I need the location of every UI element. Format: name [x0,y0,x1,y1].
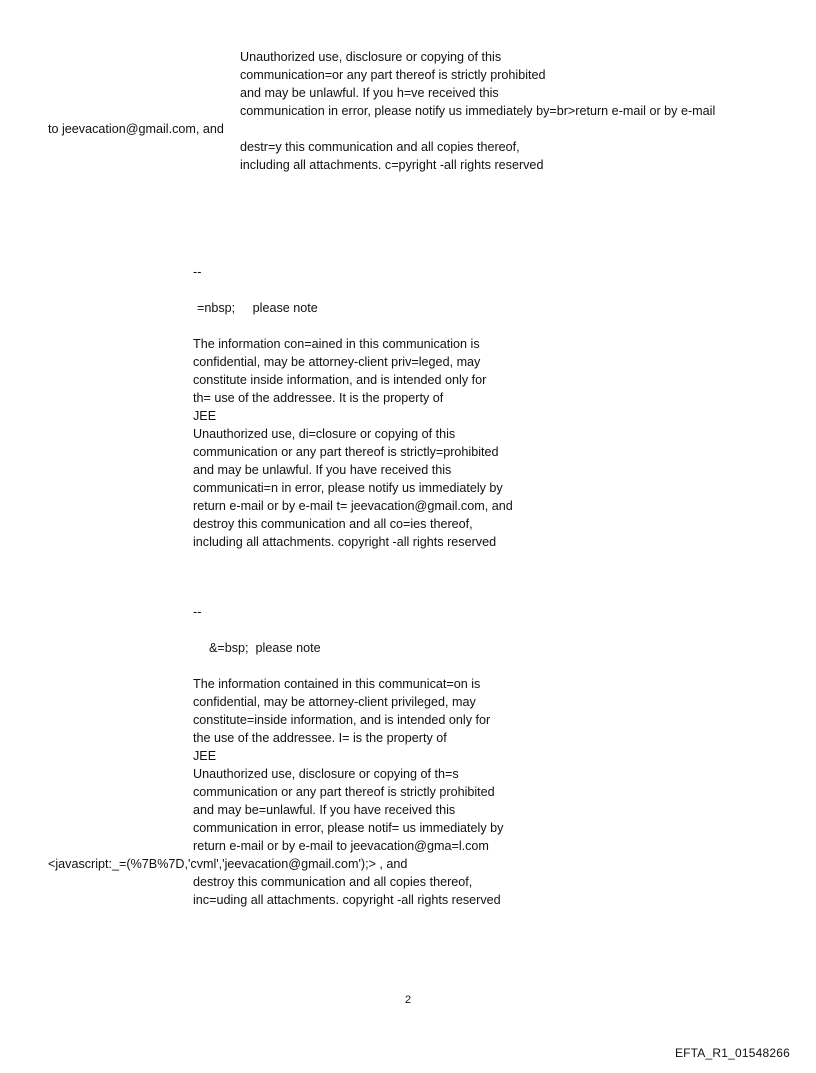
bates-number: EFTA_R1_01548266 [674,1046,790,1060]
block3-line-10: return e-mail or by e-mail to jeevacation@gma=l.com [193,839,489,853]
block2-line-11: destroy this communication and all co=ies thereof, [193,517,473,531]
page-number: 2 [404,994,412,1006]
block1-line-1: Unauthorized use, disclosure or copying of this [240,50,502,64]
block1-line-3: and may be unlawful. If you h=ve received this [240,86,499,100]
block3-line-12: destroy this communication and all copies thereof, [193,875,473,889]
block3-line-9: communication in error, please notif= us immediately by [193,821,504,835]
block3-line-5: JEE [193,749,217,763]
block2-line-5: JEE [193,409,217,423]
block1-line-2: communication=or any part thereof is strictly prohibited [240,68,546,82]
block2-line-9: communicati=n in error, please notify us immediately by [193,481,503,495]
block1-line-5: to jeevacation@gmail.com, and [48,122,224,136]
block1-line-4: communication in error, please notify us immediately by=br>return e-mail or by e-mail [240,104,716,118]
block3-line-2: confidential, may be attorney-client privileged, may [193,695,476,709]
block3-line-7: communication or any part thereof is strictly prohibited [193,785,495,799]
block3-line-4: the use of the addressee. I= is the property of [193,731,447,745]
block2-separator: -- [193,265,202,279]
block2-line-4: th= use of the addressee. It is the property of [193,391,444,405]
block2-line-1: The information con=ained in this communication is [193,337,480,351]
block3-line-11: <javascript:_=(%7B%7D,'cvml','jeevacation@gmail.com');> , and [48,857,408,871]
block2-line-3: constitute inside information, and is intended only for [193,373,487,387]
block3-line-13: inc=uding all attachments. copyright -all rights reserved [193,893,501,907]
block3-line-3: constitute=inside information, and is intended only for [193,713,491,727]
block3-line-8: and may be=unlawful. If you have received this [193,803,456,817]
block2-line-2: confidential, may be attorney-client priv=leged, may [193,355,481,369]
block3-separator: -- [193,605,202,619]
block2-line-12: including all attachments. copyright -all rights reserved [193,535,497,549]
block3-heading: &=bsp; please note [209,641,321,655]
block3-line-6: Unauthorized use, disclosure or copying of th=s [193,767,459,781]
block1-line-6: destr=y this communication and all copies thereof, [240,140,520,154]
block3-line-1: The information contained in this communicat=on is [193,677,481,691]
block1-line-7: including all attachments. c=pyright -all rights reserved [240,158,544,172]
block2-line-10: return e-mail or by e-mail t= jeevacation@gmail.com, and [193,499,513,513]
block2-heading: =nbsp; please note [197,301,318,315]
block2-line-7: communication or any part thereof is strictly=prohibited [193,445,499,459]
block2-line-8: and may be unlawful. If you have received this [193,463,452,477]
block2-line-6: Unauthorized use, di=closure or copying of this [193,427,456,441]
